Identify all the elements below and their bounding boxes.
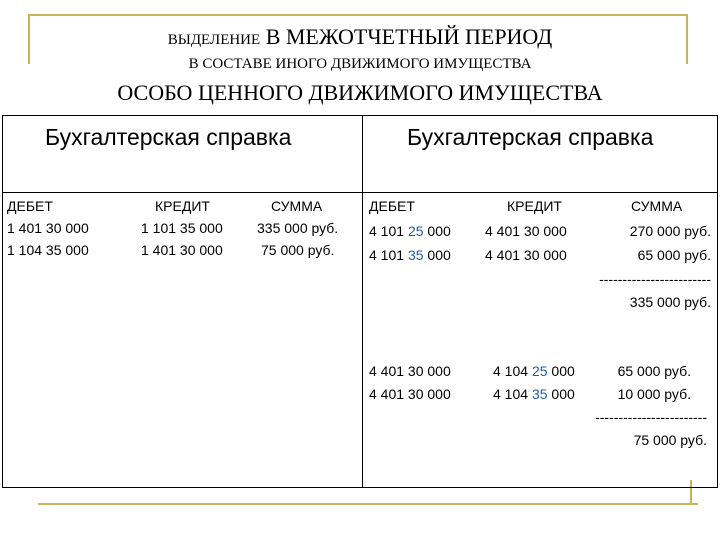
- frame-line-bottom: [38, 503, 698, 505]
- accounting-table: [2, 115, 718, 488]
- title-prefix: ВЫДЕЛЕНИЕ: [167, 32, 261, 48]
- account-prefix: 4 101: [369, 247, 408, 263]
- account-suffix: 000: [423, 223, 451, 239]
- frame-line-top: [28, 14, 688, 16]
- account-highlight: 35: [407, 247, 424, 263]
- right-b1-separator: ------------------------: [599, 271, 711, 287]
- account-prefix: 4 101: [369, 223, 408, 239]
- right-b2-row-2-credit: [493, 384, 575, 405]
- right-col-sum: СУММА: [631, 198, 683, 214]
- account-suffix: 000: [547, 363, 575, 379]
- left-col-debit: ДЕБЕТ: [7, 198, 53, 214]
- title-line-3: ОСОБО ЦЕННОГО ДВИЖИМОГО ИМУЩЕСТВА: [117, 80, 603, 105]
- header-divider: [3, 192, 717, 193]
- left-col-credit: КРЕДИТ: [155, 198, 210, 214]
- right-col-credit: КРЕДИТ: [507, 198, 562, 214]
- right-b1-row-2-sum: 65 000 руб.: [637, 247, 711, 263]
- right-b2-total: 75 000 руб.: [633, 432, 707, 448]
- title-line-1: [0, 24, 720, 50]
- left-row-2-debit: 1 104 35 000: [7, 242, 89, 258]
- right-b1-row-1-sum: 270 000 руб.: [629, 223, 711, 239]
- right-header: Бухгалтерская справка: [407, 124, 654, 150]
- account-highlight: 35: [531, 386, 548, 402]
- left-row-2-credit: 1 401 30 000: [141, 242, 223, 258]
- left-row-1-credit: 1 101 35 000: [141, 220, 223, 236]
- right-b2-row-1-debit: 4 401 30 000: [369, 363, 451, 379]
- right-b1-total: 335 000 руб.: [629, 294, 711, 310]
- right-b2-separator: ------------------------: [595, 409, 707, 425]
- right-col-debit: ДЕБЕТ: [369, 198, 415, 214]
- right-b2-row-2-debit: 4 401 30 000: [369, 386, 451, 402]
- account-highlight: 25: [531, 363, 548, 379]
- right-b2-row-1-sum: 65 000 руб.: [617, 363, 691, 379]
- title-line-2: В СОСТАВЕ ИНОГО ДВИЖИМОГО ИМУЩЕСТВА: [188, 56, 532, 72]
- left-col-sum: СУММА: [271, 198, 323, 214]
- column-divider: [362, 116, 363, 487]
- left-header: Бухгалтерская справка: [45, 124, 292, 150]
- right-b1-row-2-credit: 4 401 30 000: [485, 247, 567, 263]
- left-row-2-sum: 75 000 руб.: [261, 242, 335, 258]
- account-prefix: 4 104: [493, 363, 532, 379]
- left-row-1-debit: 1 401 30 000: [7, 220, 89, 236]
- account-suffix: 000: [423, 247, 451, 263]
- title-main: В МЕЖОТЧЕТНЫЙ ПЕРИОД: [265, 24, 553, 49]
- account-highlight: 25: [407, 223, 424, 239]
- right-b1-row-1-debit: [369, 221, 451, 242]
- right-b2-row-1-credit: [493, 361, 575, 382]
- right-b1-row-2-debit: [369, 245, 451, 266]
- account-suffix: 000: [547, 386, 575, 402]
- account-prefix: 4 104: [493, 386, 532, 402]
- left-row-1-sum: 335 000 руб.: [257, 220, 339, 236]
- right-b2-row-2-sum: 10 000 руб.: [617, 386, 691, 402]
- right-b1-row-1-credit: 4 401 30 000: [485, 223, 567, 239]
